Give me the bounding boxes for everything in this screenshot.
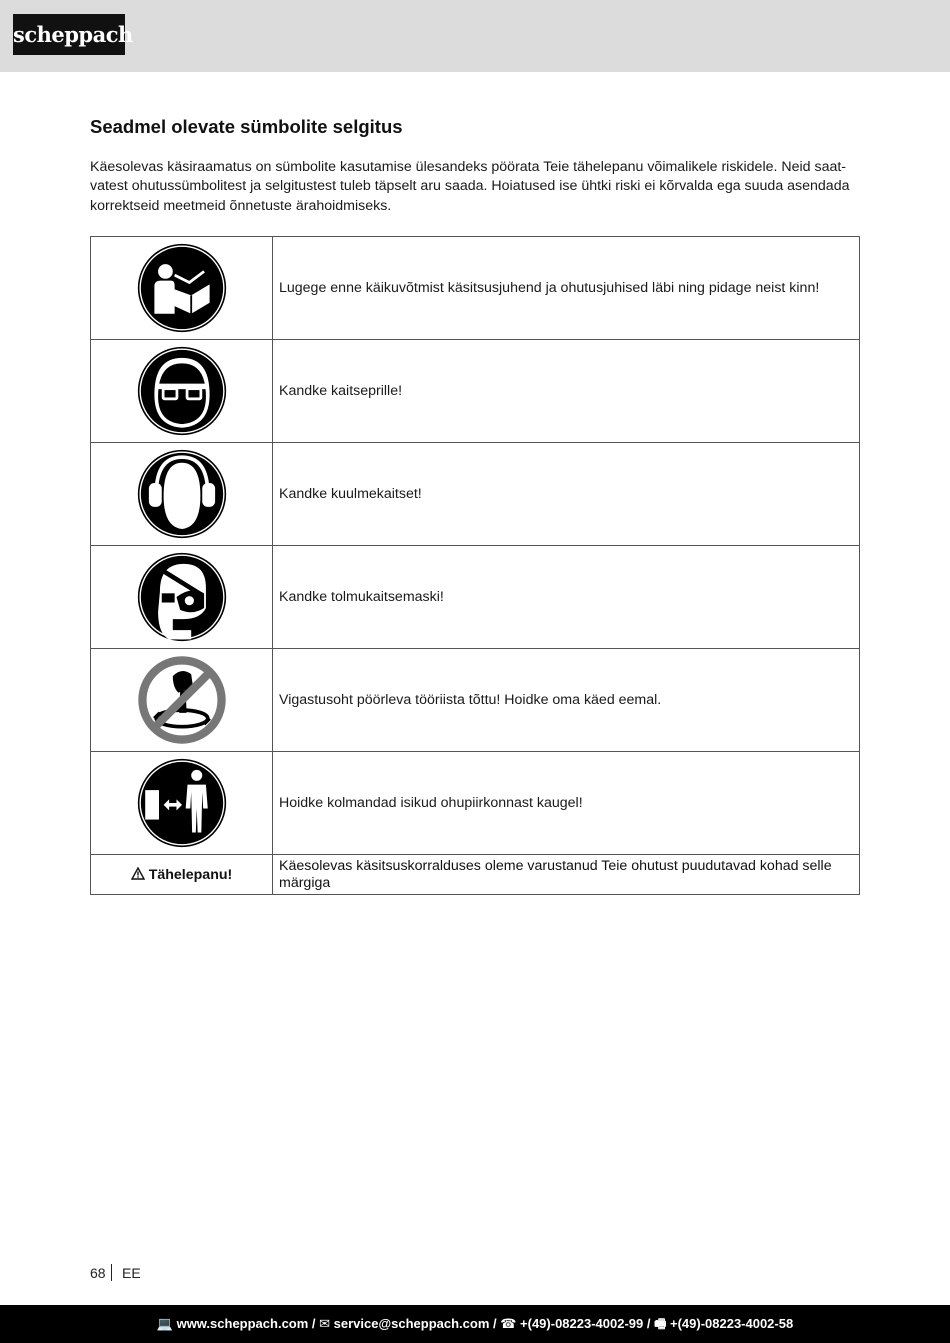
symbol-description: Kandke kuulmekaitset! (273, 443, 860, 546)
symbol-table (90, 236, 860, 895)
warning-triangle-icon (131, 867, 145, 880)
table-row (91, 340, 860, 443)
footer-contact-line: 💻 www.scheppach.com / ✉ service@scheppach.com / ☎ +(49)-08223-4002-99 / 🖷 +(49)-08223-4002-58 (156, 1316, 794, 1331)
symbol-description: Lugege enne käikuvõtmist käsitsusjuhend ja ohutusjuhised läbi ning pidage neist kinn! (273, 237, 860, 340)
footer-bar (0, 1305, 950, 1343)
rotating-tool-prohibition-icon (136, 654, 228, 746)
dust-mask-icon (136, 551, 228, 643)
icon-cell (91, 443, 273, 546)
intro-paragraph: Käesolevas käsiraamatus on sümbolite kasutamise ülesandeks pöörata Teie tähelepanu võimalikele riskidele. Neid saat-vatest ohutussümbolitest ja selgitustest tuleb täpselt aru saada. Hoiatused ise ühtki riski ei kõrvalda ega suuda asendada korrektseid meetmeid õnnetuste ärahoidmiseks. (90, 159, 850, 214)
keep-distance-icon (136, 757, 228, 849)
table-row (91, 546, 860, 649)
table-row (91, 237, 860, 340)
icon-cell (91, 752, 273, 855)
symbol-description: Vigastusoht pöörleva tööriista tõttu! Hoidke oma käed eemal. (273, 649, 860, 752)
table-row (91, 649, 860, 752)
symbol-description: Kandke kaitseprille! (273, 340, 860, 443)
warning-description: Käesolevas käsitsuskorralduses oleme varustanud Teie ohutust puudutavad kohad selle märgiga (273, 855, 860, 895)
symbol-description: Hoidke kolmandad isikud ohupiirkonnast kaugel! (273, 752, 860, 855)
warning-label: Tähelepanu! (148, 866, 233, 883)
read-manual-icon (136, 242, 228, 334)
table-row (91, 752, 860, 855)
symbol-description: Kandke tolmukaitsemaski! (273, 546, 860, 649)
table-row (91, 443, 860, 546)
icon-cell (91, 237, 273, 340)
header-band (0, 0, 950, 72)
table-row (91, 855, 860, 895)
icon-cell (91, 340, 273, 443)
page-title: Seadmel olevate sümbolite selgitus (90, 116, 403, 137)
brand-logo (13, 14, 133, 55)
page-number-divider (111, 1264, 112, 1281)
icon-cell (91, 546, 273, 649)
warning-label-cell (91, 855, 273, 895)
ear-protection-icon (136, 448, 228, 540)
safety-goggles-icon (136, 345, 228, 437)
language-code: EE (122, 1265, 141, 1281)
page-number: 68 (90, 1265, 106, 1281)
icon-cell (91, 649, 273, 752)
logo-text: scheppach (13, 22, 133, 47)
